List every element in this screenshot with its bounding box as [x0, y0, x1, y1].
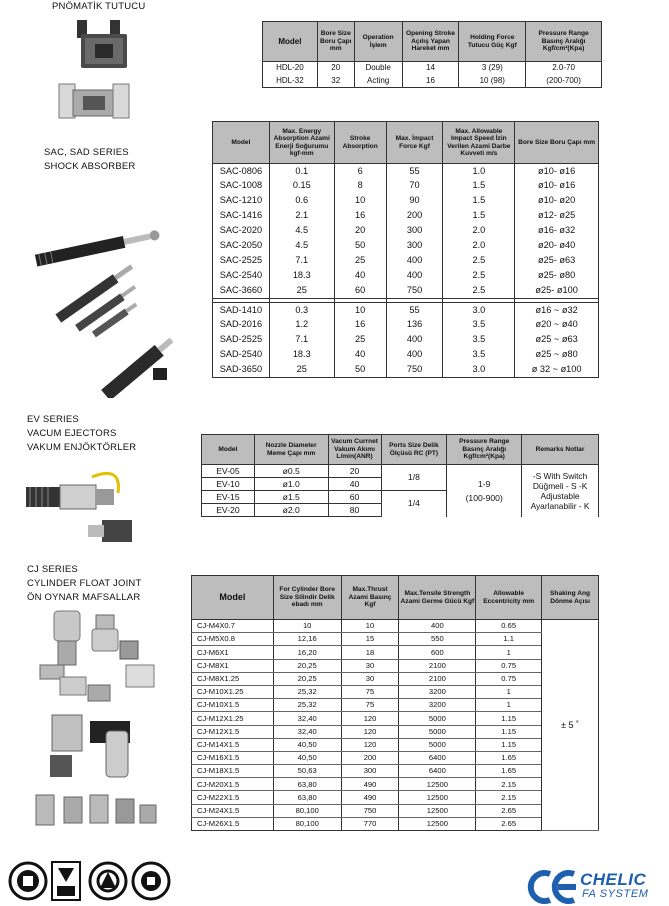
sad-cell: 7.1 — [269, 333, 334, 348]
table-row — [213, 318, 599, 333]
cj-cell: 80,100 — [273, 804, 341, 817]
sac-cell: 6 — [334, 164, 386, 179]
sac-col-impact-speed: Max. Allowable Impact Speed İzin Verilen Azami Darbe Kuvveti m/s — [443, 122, 515, 164]
sac-cell: 2.5 — [443, 254, 515, 269]
sad-cell: 25 — [269, 363, 334, 378]
cj-cell: 6400 — [399, 765, 476, 778]
ev-col-nozzle: Nozzle Diameter Meme Çapı mm — [254, 435, 328, 465]
sac-cell: 1.0 — [443, 164, 515, 179]
table-row — [192, 751, 599, 764]
cj-title-line3: ÖN OYNAR MAFSALLAR — [27, 592, 141, 603]
cj-cell: 75 — [341, 699, 399, 712]
shock-absorber-photo — [25, 218, 185, 398]
sac-cell: 8 — [334, 179, 386, 194]
sac-cell: SAC-2020 — [213, 224, 270, 239]
sac-cell: 400 — [386, 254, 443, 269]
cj-cell: CJ-M16X1.5 — [192, 751, 274, 764]
cj-cell: 30 — [341, 672, 399, 685]
ev-pressure-value: 1-9 — [477, 478, 491, 489]
sad-cell: 3.0 — [443, 363, 515, 378]
cj-cell: 120 — [341, 738, 399, 751]
sad-cell: SAD-3650 — [213, 363, 270, 378]
cj-col-eccentricity: Allowable Eccentricity mm — [476, 576, 542, 620]
ev-current-cell: 60 — [328, 491, 381, 504]
sad-cell: 3.5 — [443, 333, 515, 348]
sac-cell: SAC-2050 — [213, 239, 270, 254]
hdl-cell: 32 — [317, 75, 354, 88]
float-joint-photo — [30, 605, 165, 840]
sad-cell: 25 — [334, 333, 386, 348]
cj-cell: CJ-M8X1.25 — [192, 672, 274, 685]
cj-cell: 20,25 — [273, 672, 341, 685]
cj-cell: 40,50 — [273, 751, 341, 764]
sac-cell: 1.5 — [443, 194, 515, 209]
sac-cell: ø10- ø16 — [515, 164, 599, 179]
sac-title-line2: SHOCK ABSORBER — [44, 161, 136, 172]
cj-cell: CJ-M20X1.5 — [192, 778, 274, 791]
sad-cell: ø25 ~ ø80 — [515, 348, 599, 363]
cj-cell: 400 — [399, 620, 476, 633]
sac-cell: 90 — [386, 194, 443, 209]
sad-cell: 3.5 — [443, 348, 515, 363]
cj-cell: CJ-M5X0.8 — [192, 633, 274, 646]
cj-cell: 12500 — [399, 817, 476, 830]
ev-model-cell: EV-05 — [202, 465, 255, 478]
cj-cell: 12500 — [399, 778, 476, 791]
hdl-spec-table — [262, 21, 602, 88]
sac-cell: 2.1 — [269, 209, 334, 224]
hdl-cell: 20 — [317, 62, 354, 75]
ev-col-model: Model — [202, 435, 255, 465]
cj-cell: 5000 — [399, 738, 476, 751]
table-row — [213, 164, 599, 179]
cj-cell: 120 — [341, 725, 399, 738]
ev-nozzle-cell: ø0.5 — [254, 465, 328, 478]
cj-cell: 12500 — [399, 804, 476, 817]
cj-cell: 16,20 — [273, 646, 341, 659]
table-row — [213, 209, 599, 224]
cj-cell: 6400 — [399, 751, 476, 764]
sac-cell: SAC-2525 — [213, 254, 270, 269]
cj-cell: 2.15 — [476, 791, 542, 804]
hdl-col-holding-force: Holding Force Tutucu Güç Kgf — [459, 22, 526, 62]
ev-pressure-kpa: (100-900) — [465, 492, 503, 503]
sac-cell: 4.5 — [269, 224, 334, 239]
brand-name: CHELIC — [580, 870, 647, 889]
sac-cell: 18.3 — [269, 269, 334, 284]
hdl-cell: Double — [354, 62, 402, 75]
sad-cell: 3.0 — [443, 303, 515, 318]
sac-cell: 60 — [334, 284, 386, 299]
hdl-cell: Acting — [354, 75, 402, 88]
table-row — [213, 284, 599, 299]
pneumatic-gripper-photo — [55, 14, 140, 124]
cj-title-line1: CJ SERIES — [27, 564, 78, 575]
cj-cell: 770 — [341, 817, 399, 830]
sac-cell: ø12- ø25 — [515, 209, 599, 224]
cj-cell: 300 — [341, 765, 399, 778]
sac-cell: 750 — [386, 284, 443, 299]
cj-spec-table — [191, 575, 599, 831]
ev-title-line1: EV SERIES — [27, 414, 79, 425]
hdl-cell: HDL-20 — [263, 62, 318, 75]
sac-cell: ø10- ø16 — [515, 179, 599, 194]
sac-cell: SAC-1210 — [213, 194, 270, 209]
table-row — [202, 465, 599, 478]
cj-cell: CJ-M22X1.5 — [192, 791, 274, 804]
cj-cell: 1.15 — [476, 725, 542, 738]
cj-col-bore: For Cylinder Bore Size Silindir Delik ebadı mm — [273, 576, 341, 620]
cj-cell: 550 — [399, 633, 476, 646]
sac-cell: 25 — [269, 284, 334, 299]
brand-tagline: FA SYSTEM — [582, 888, 649, 900]
cj-cell: 1.15 — [476, 712, 542, 725]
cj-cell: 200 — [341, 751, 399, 764]
cj-cell: 0.65 — [476, 620, 542, 633]
sac-cell: 1.5 — [443, 209, 515, 224]
sac-cell: SAC-1008 — [213, 179, 270, 194]
sad-cell: 55 — [386, 303, 443, 318]
table-row — [192, 646, 599, 659]
sac-cell: ø20- ø40 — [515, 239, 599, 254]
sac-cell: 20 — [334, 224, 386, 239]
sac-cell: 55 — [386, 164, 443, 179]
table-row — [192, 685, 599, 698]
cj-shaking-angle-cell: ± 5 ˚ — [542, 620, 599, 831]
cj-cell: 63,80 — [273, 791, 341, 804]
table-row — [213, 363, 599, 378]
sac-col-model: Model — [213, 122, 270, 164]
table-row — [192, 765, 599, 778]
table-row — [213, 348, 599, 363]
cj-cell: 490 — [341, 778, 399, 791]
cj-cell: 32,40 — [273, 712, 341, 725]
sac-cell: 400 — [386, 269, 443, 284]
ev-current-cell: 80 — [328, 504, 381, 517]
table-row — [192, 778, 599, 791]
table-row — [213, 303, 599, 318]
sac-section-title — [44, 146, 136, 174]
cj-cell: 30 — [341, 659, 399, 672]
cj-cell: 20,25 — [273, 659, 341, 672]
ev-pressure-cell — [447, 465, 522, 517]
ev-title-line2: VACUM EJECTORS — [27, 428, 117, 439]
cj-cell: 50,63 — [273, 765, 341, 778]
ev-col-remarks: Remarks Notlar — [522, 435, 599, 465]
hdl-cell: (200-700) — [526, 75, 602, 88]
cj-cell: 600 — [399, 646, 476, 659]
cj-cell: 63,80 — [273, 778, 341, 791]
sac-cell: ø25- ø80 — [515, 269, 599, 284]
sac-cell: ø25- ø63 — [515, 254, 599, 269]
table-row — [192, 699, 599, 712]
cj-cell: 1.65 — [476, 751, 542, 764]
cj-cell: 40,50 — [273, 738, 341, 751]
ev-col-ports: Ports Size Delik Ölçüsü RC (PT) — [381, 435, 447, 465]
sad-cell: SAD-2016 — [213, 318, 270, 333]
sac-cell: SAC-0806 — [213, 164, 270, 179]
sad-cell: 750 — [386, 363, 443, 378]
sac-sad-spec-table — [212, 121, 599, 378]
hdl-col-opening-stroke: Opening Stroke Açılış Yapan Hareket mm — [402, 22, 459, 62]
sac-cell: SAC-2540 — [213, 269, 270, 284]
table-row — [192, 791, 599, 804]
sac-cell: 2.0 — [443, 224, 515, 239]
sad-cell: 50 — [334, 363, 386, 378]
cj-cell: CJ-M6X1 — [192, 646, 274, 659]
sac-title-line1: SAC, SAD SERIES — [44, 147, 129, 158]
sad-cell: 400 — [386, 348, 443, 363]
hdl-cell: 3 (29) — [459, 62, 526, 75]
cj-cell: 0.75 — [476, 672, 542, 685]
table-row — [192, 725, 599, 738]
cj-cell: 1 — [476, 699, 542, 712]
cj-cell: 1.65 — [476, 765, 542, 778]
chelic-logo — [520, 870, 666, 904]
sac-cell: 0.1 — [269, 164, 334, 179]
sac-cell: 300 — [386, 224, 443, 239]
ev-col-pressure: Pressure Range Basınç Aralığı Kgf/cm²(Kpa) — [447, 435, 522, 465]
sac-cell: 4.5 — [269, 239, 334, 254]
sac-cell: ø25- ø100 — [515, 284, 599, 299]
cj-cell: 0.75 — [476, 659, 542, 672]
cj-cell: 750 — [341, 804, 399, 817]
cj-col-thrust: Max.Thrust Azami Basınç Kgf — [341, 576, 399, 620]
sac-cell: 10 — [334, 194, 386, 209]
sac-col-energy: Max. Energy Absorption Azami Enerji Soğurumu kgf-mm — [269, 122, 334, 164]
sac-cell: 2.0 — [443, 239, 515, 254]
cj-cell: 10 — [273, 620, 341, 633]
cj-cell: 12500 — [399, 791, 476, 804]
vacuum-ejector-photo — [22, 465, 142, 550]
sad-cell: 16 — [334, 318, 386, 333]
table-row — [213, 254, 599, 269]
cj-cell: 1 — [476, 646, 542, 659]
cj-cell: 2100 — [399, 672, 476, 685]
table-row — [213, 333, 599, 348]
cj-cell: CJ-M4X0.7 — [192, 620, 274, 633]
sac-cell: 2.5 — [443, 269, 515, 284]
cj-cell: CJ-M10X1.5 — [192, 699, 274, 712]
sad-cell: SAD-2525 — [213, 333, 270, 348]
ev-port-cell: 1/4 — [381, 491, 447, 517]
cj-cell: 15 — [341, 633, 399, 646]
hdl-cell: 16 — [402, 75, 459, 88]
ev-spec-table — [201, 434, 599, 517]
chelic-mark-icon — [520, 870, 580, 904]
sad-cell: 3.5 — [443, 318, 515, 333]
cj-cell: CJ-M8X1 — [192, 659, 274, 672]
sad-cell: 0.3 — [269, 303, 334, 318]
cj-cell: 25,32 — [273, 685, 341, 698]
sad-cell: ø 32 ~ ø100 — [515, 363, 599, 378]
sac-cell: 1.5 — [443, 179, 515, 194]
ev-model-cell: EV-15 — [202, 491, 255, 504]
cj-cell: 2.65 — [476, 804, 542, 817]
ev-section-title — [27, 413, 136, 455]
sad-cell: ø20 ~ ø40 — [515, 318, 599, 333]
hdl-col-model: Model — [263, 22, 318, 62]
ev-nozzle-cell: ø2.0 — [254, 504, 328, 517]
sad-cell: 10 — [334, 303, 386, 318]
cj-col-tensile: Max.Tensile Strength Azami Germe Gücü Kgf — [399, 576, 476, 620]
cj-cell: CJ-M24X1.5 — [192, 804, 274, 817]
cj-cell: 25,32 — [273, 699, 341, 712]
cj-cell: 75 — [341, 685, 399, 698]
sac-cell: 40 — [334, 269, 386, 284]
cj-col-model: Model — [192, 576, 274, 620]
cj-cell: 3200 — [399, 685, 476, 698]
ev-model-cell: EV-10 — [202, 478, 255, 491]
cj-cell: CJ-M26X1.5 — [192, 817, 274, 830]
hdl-cell: 10 (98) — [459, 75, 526, 88]
cj-cell: 1.1 — [476, 633, 542, 646]
table-row — [192, 712, 599, 725]
table-row — [213, 179, 599, 194]
ev-port-cell: 1/8 — [381, 465, 447, 491]
table-row — [213, 239, 599, 254]
sad-cell: 400 — [386, 333, 443, 348]
ev-current-cell: 20 — [328, 465, 381, 478]
cj-cell: 10 — [341, 620, 399, 633]
sac-col-impact-force: Max. İmpact Force Kgf — [386, 122, 443, 164]
sad-cell: 40 — [334, 348, 386, 363]
sac-cell: ø10- ø20 — [515, 194, 599, 209]
ev-model-cell: EV-20 — [202, 504, 255, 517]
sac-cell: 0.15 — [269, 179, 334, 194]
hdl-col-bore: Bore Size Boru Çapı mm — [317, 22, 354, 62]
cj-cell: 1.15 — [476, 738, 542, 751]
table-row — [213, 194, 599, 209]
table-row — [192, 659, 599, 672]
sac-cell: 200 — [386, 209, 443, 224]
sac-cell: 300 — [386, 239, 443, 254]
table-row — [192, 817, 599, 830]
iso-seal-logos — [8, 858, 173, 904]
table-row — [213, 224, 599, 239]
cj-cell: 18 — [341, 646, 399, 659]
sac-cell: SAC-3660 — [213, 284, 270, 299]
sac-col-bore-size: Bore Size Boru Çapı mm — [515, 122, 599, 164]
sac-cell: ø16- ø32 — [515, 224, 599, 239]
cj-col-shaking: Shaking Ang Dönme Açısı — [542, 576, 599, 620]
sac-cell: 50 — [334, 239, 386, 254]
table-row — [263, 75, 602, 88]
table-row — [192, 620, 599, 633]
sac-cell: 7.1 — [269, 254, 334, 269]
table-row — [192, 672, 599, 685]
table-row — [192, 804, 599, 817]
cj-cell: 120 — [341, 712, 399, 725]
sad-cell: 18.3 — [269, 348, 334, 363]
sad-cell: ø16 ~ ø32 — [515, 303, 599, 318]
cj-cell: 2.65 — [476, 817, 542, 830]
ev-nozzle-cell: ø1.5 — [254, 491, 328, 504]
table-row — [192, 738, 599, 751]
sad-cell: 1.2 — [269, 318, 334, 333]
ev-title-line3: VAKUM ENJÖKTÖRLER — [27, 442, 137, 453]
pneumatic-section-title: PNÖMATİK TUTUCU — [52, 1, 146, 12]
cj-cell: 490 — [341, 791, 399, 804]
cj-cell: 3200 — [399, 699, 476, 712]
cj-cell: CJ-M12X1.25 — [192, 712, 274, 725]
sad-cell: SAD-1410 — [213, 303, 270, 318]
hdl-col-pressure-range: Pressure Range Basınç Aralığı Kgf/cm²(Kpa) — [526, 22, 602, 62]
ev-nozzle-cell: ø1.0 — [254, 478, 328, 491]
cj-cell: 5000 — [399, 725, 476, 738]
sac-cell: SAC-1416 — [213, 209, 270, 224]
hdl-cell: HDL-32 — [263, 75, 318, 88]
cj-cell: CJ-M10X1.25 — [192, 685, 274, 698]
cj-cell: 12,16 — [273, 633, 341, 646]
cj-section-title — [27, 563, 142, 605]
table-row — [213, 269, 599, 284]
cj-cell: CJ-M12X1.5 — [192, 725, 274, 738]
cj-cell: 32,40 — [273, 725, 341, 738]
sac-col-stroke: Stroke Absorption — [334, 122, 386, 164]
sac-cell: 25 — [334, 254, 386, 269]
certification-seals — [8, 858, 173, 904]
cj-cell: 5000 — [399, 712, 476, 725]
table-row — [263, 62, 602, 75]
cj-cell: CJ-M18X1.5 — [192, 765, 274, 778]
cj-cell: 1 — [476, 685, 542, 698]
sad-cell: 136 — [386, 318, 443, 333]
ev-current-cell: 40 — [328, 478, 381, 491]
hdl-cell: 14 — [402, 62, 459, 75]
sac-cell: 70 — [386, 179, 443, 194]
sac-cell: 0.6 — [269, 194, 334, 209]
cj-title-line2: CYLINDER FLOAT JOINT — [27, 578, 142, 589]
table-row — [192, 633, 599, 646]
cj-cell: CJ-M14X1.5 — [192, 738, 274, 751]
sad-cell: SAD-2540 — [213, 348, 270, 363]
cj-cell: 80,100 — [273, 817, 341, 830]
cj-cell: 2100 — [399, 659, 476, 672]
ev-remarks-cell: -S With Switch Düğmeli - S -K Adjustable Ayarlanabilir - K — [522, 465, 599, 517]
hdl-cell: 2.0-70 — [526, 62, 602, 75]
ev-col-vacuum-current: Vacum Currnet Vakum Akımı L/min(ANR) — [328, 435, 381, 465]
sac-cell: 2.5 — [443, 284, 515, 299]
sac-cell: 16 — [334, 209, 386, 224]
hdl-col-operation: Operation İşlem — [354, 22, 402, 62]
cj-cell: 2.15 — [476, 778, 542, 791]
sad-cell: ø25 ~ ø63 — [515, 333, 599, 348]
